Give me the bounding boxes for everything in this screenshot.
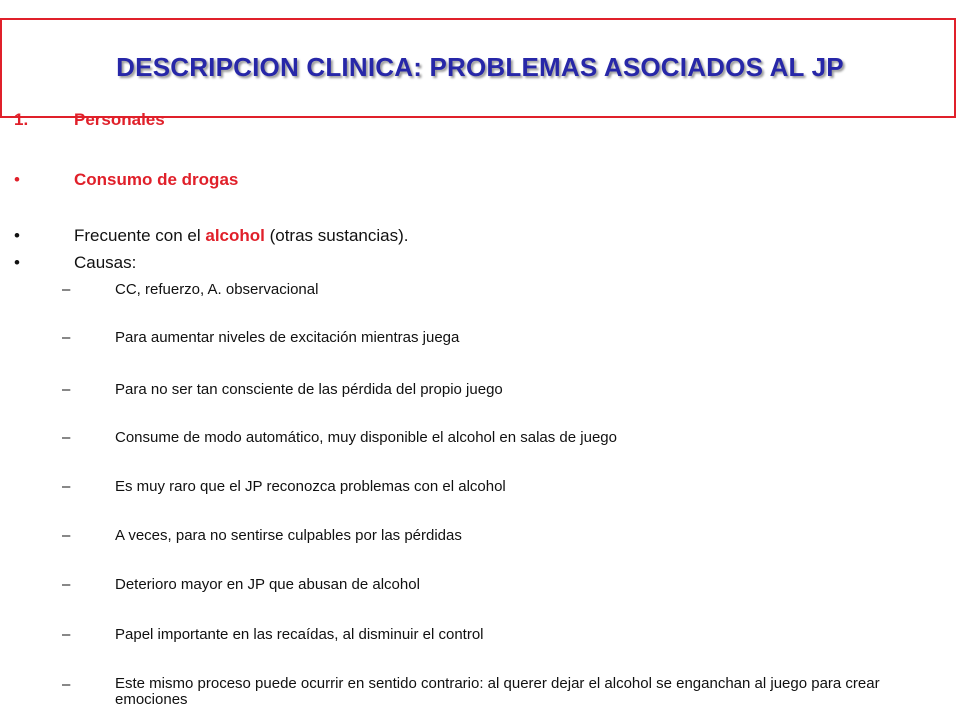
- dash-marker: –: [62, 576, 71, 593]
- alcohol-highlight: alcohol: [205, 226, 265, 245]
- list-item-text: CC, refuerzo, A. observacional: [115, 281, 319, 298]
- dash-marker: –: [62, 281, 71, 298]
- dash-marker: –: [62, 478, 71, 495]
- text-segment: (otras sustancias).: [264, 226, 409, 245]
- list-item-text: Papel importante en las recaídas, al disminuir el control: [115, 626, 484, 643]
- list-item-text: A veces, para no sentirse culpables por las pérdidas: [115, 527, 462, 544]
- dash-marker: –: [62, 429, 71, 446]
- numbered-item-label: Personales: [74, 110, 165, 129]
- list-item-text: Deterioro mayor en JP que abusan de alcohol: [115, 576, 420, 593]
- bullet-label: Causas:: [74, 253, 137, 272]
- dash-marker: –: [62, 329, 71, 346]
- list-item-text: Consume de modo automático, muy disponible el alcohol en salas de juego: [115, 429, 617, 446]
- text-segment: Frecuente con el: [74, 226, 206, 245]
- list-item-text: Para aumentar niveles de excitación mientras juega: [115, 329, 460, 346]
- bullet-marker: •: [14, 170, 20, 189]
- dash-marker: –: [62, 626, 71, 643]
- dash-marker: –: [62, 381, 71, 398]
- bullet-marker: •: [14, 226, 20, 245]
- bullet-label: [74, 226, 408, 246]
- slide-title: DESCRIPCION CLINICA: PROBLEMAS ASOCIADOS AL JP: [116, 52, 844, 82]
- dash-marker: –: [62, 676, 71, 693]
- bullet-label: Consumo de drogas: [74, 170, 239, 189]
- list-item-text: Es muy raro que el JP reconozca problemas con el alcohol: [115, 478, 506, 495]
- dash-marker: –: [62, 527, 71, 544]
- bullet-marker: •: [14, 253, 20, 272]
- list-item-text: Para no ser tan consciente de las pérdida del propio juego: [115, 381, 503, 398]
- number-marker: 1.: [14, 110, 29, 129]
- list-item-text: Este mismo proceso puede ocurrir en sentido contrario: al querer dejar el alcohol se enganchan al juego para crear emociones: [115, 675, 880, 708]
